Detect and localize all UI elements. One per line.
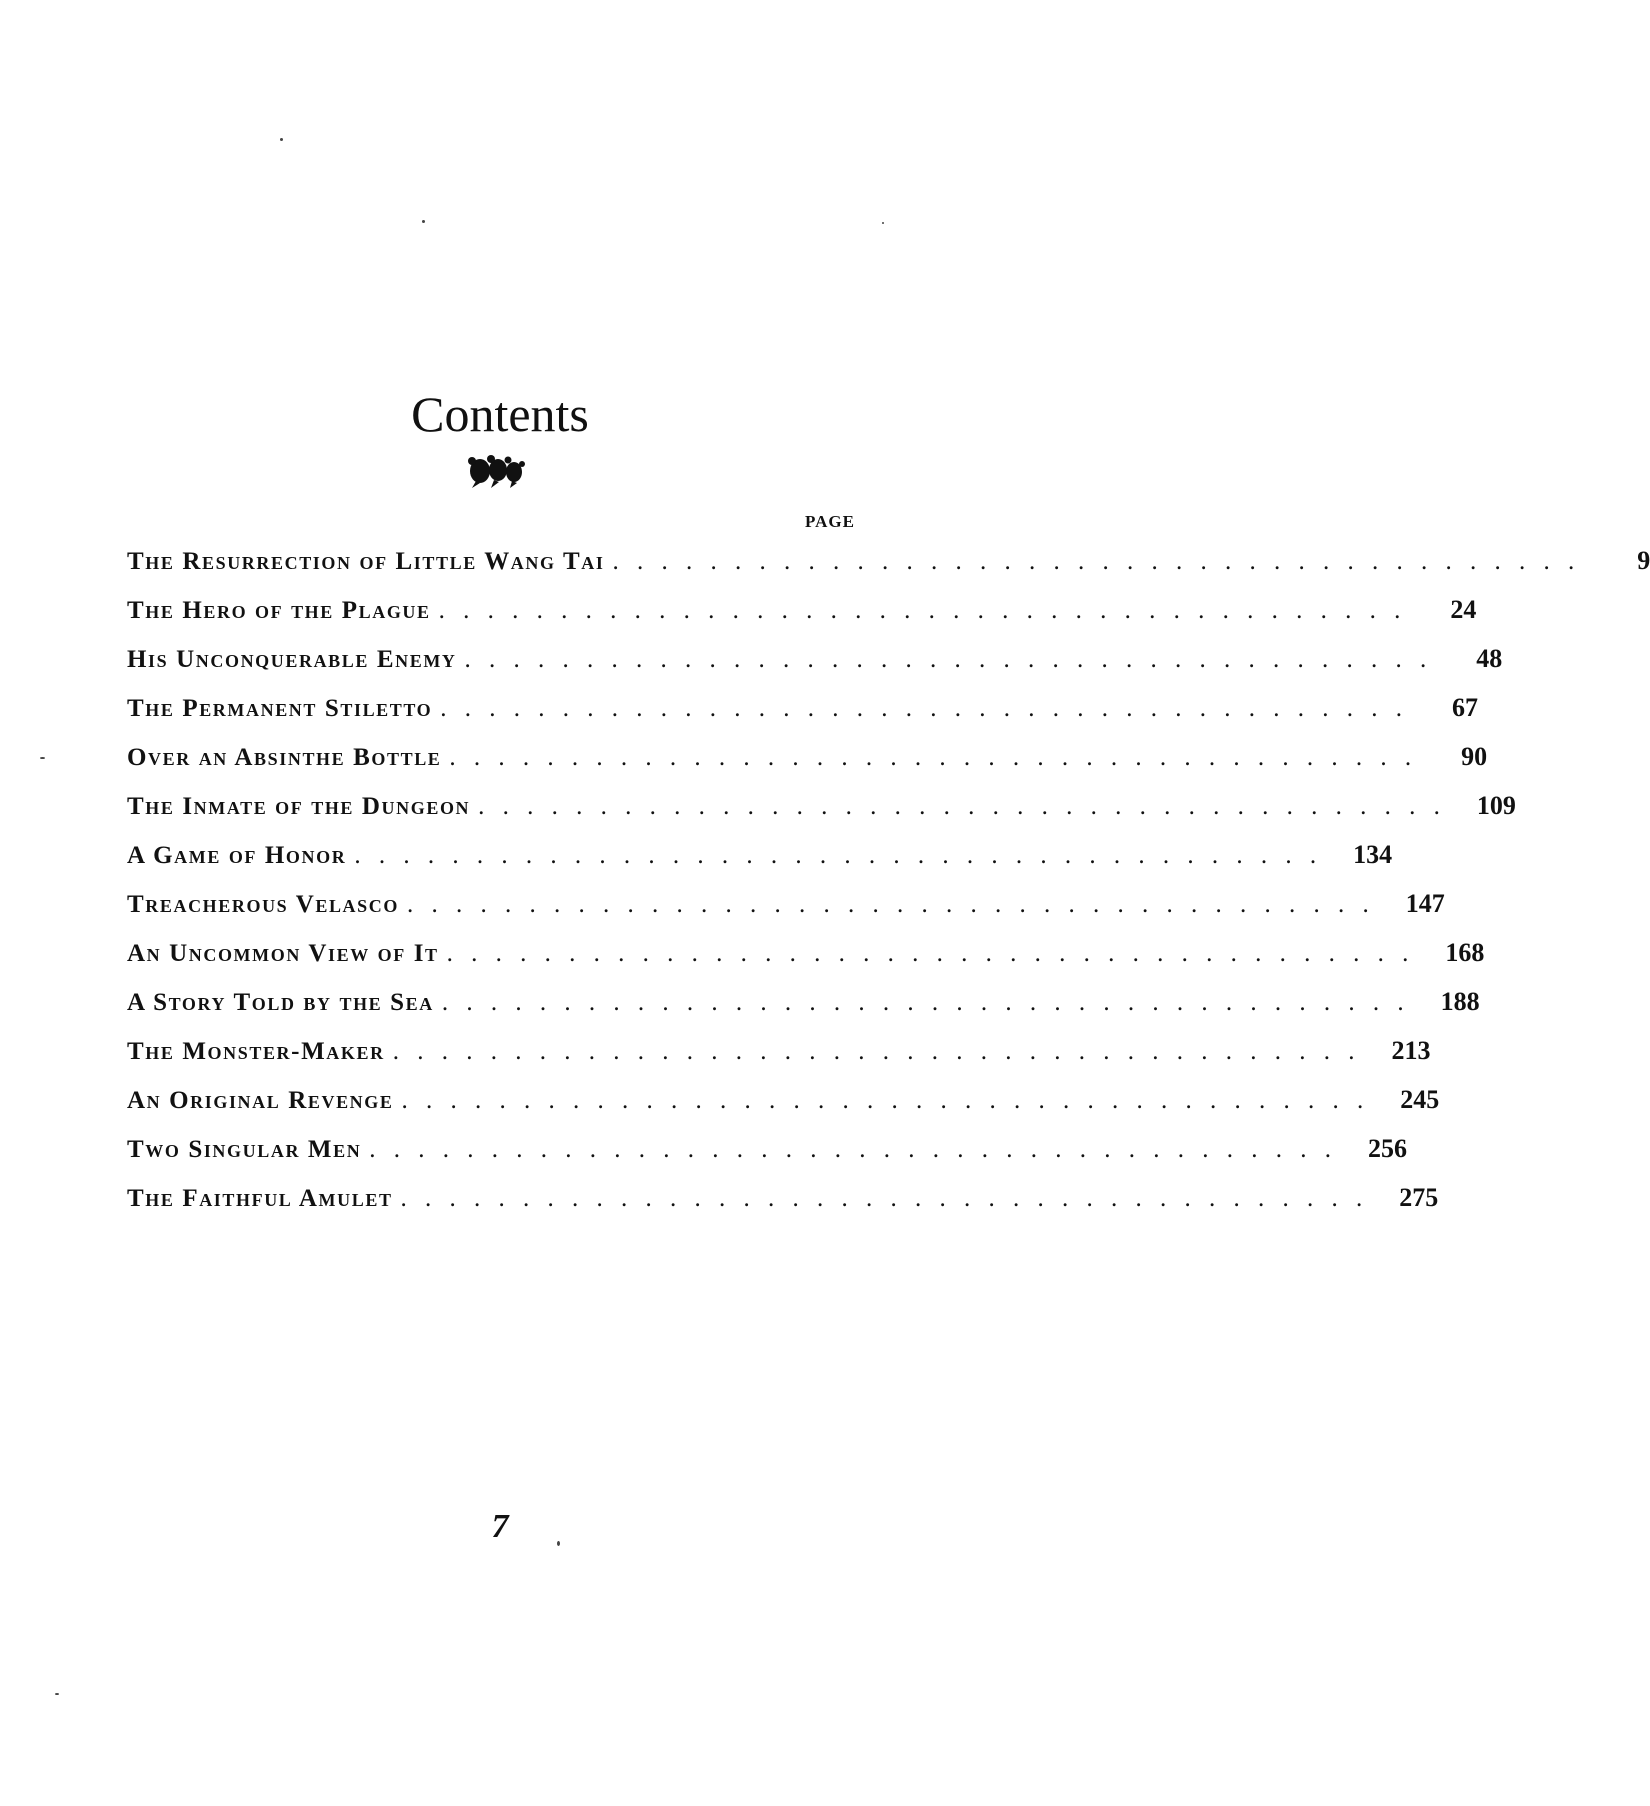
toc-entry (127, 1173, 1439, 1222)
toc-entry-page: 168 (1445, 938, 1485, 967)
dot-leader: . . . . . . . . . . . . . . . . . . . . . . . . . . . . . . . . . . . . . . . . (392, 1038, 1361, 1065)
toc-entry-title: The Permanent Stiletto (127, 695, 433, 722)
toc-entry-title: His Unconquerable Enemy (127, 646, 457, 673)
toc-entry-page: 245 (1400, 1085, 1440, 1114)
toc-entry (127, 879, 1445, 928)
toc-entry (127, 683, 1479, 732)
dot-leader: . . . . . . . . . . . . . . . . . . . . . . . . . . . . . . . . . . . . . . . . (354, 842, 1323, 869)
toc-entry-title: A Game of Honor (127, 842, 347, 869)
toc-entry (127, 830, 1393, 879)
toc-entry-title: Two Singular Men (127, 1136, 362, 1163)
toc-entry-title: A Story Told by the Sea (127, 989, 434, 1016)
page-column-header: PAGE (805, 512, 855, 531)
toc-entry-page: 9 (1637, 546, 1650, 575)
toc-entry (127, 536, 1650, 585)
toc-entry (127, 977, 1480, 1026)
toc-entry-page: 147 (1405, 889, 1445, 918)
dot-leader: . . . . . . . . . . . . . . . . . . . . . . . . . . . . . . . . . . . . . . . . (400, 1185, 1369, 1212)
toc-entry (127, 781, 1516, 830)
toc-entry-title: Over an Absinthe Bottle (127, 744, 442, 771)
toc-entry-title: Treacherous Velasco (127, 891, 399, 918)
toc-entry-page: 109 (1476, 791, 1516, 820)
dot-leader: . . . . . . . . . . . . . . . . . . . . . . . . . . . . . . . . . . . . . . . . (401, 1087, 1370, 1114)
toc-entry-title: An Uncommon View of It (127, 940, 439, 967)
dot-leader: . . . . . . . . . . . . . . . . . . . . . . . . . . . . . . . . . . . . . . . . (406, 891, 1375, 918)
paper-speck (55, 1693, 59, 1695)
toc-entry (127, 1124, 1408, 1173)
dot-leader: . . . . . . . . . . . . . . . . . . . . . . . . . . . . . . . . . . . . . . . . (441, 989, 1410, 1016)
toc-entry (127, 585, 1477, 634)
dot-leader: . . . . . . . . . . . . . . . . . . . . . . . . . . . . . . . . . . . . . . . . (440, 695, 1409, 722)
toc-entry (127, 1026, 1431, 1075)
floral-ornament-icon (464, 453, 528, 489)
table-of-contents (127, 536, 1650, 1222)
toc-entry (127, 732, 1488, 781)
dot-leader: . . . . . . . . . . . . . . . . . . . . . . . . . . . . . . . . . . . . . . . . (369, 1136, 1338, 1163)
dot-leader: . . . . . . . . . . . . . . . . . . . . . . . . . . . . . . . . . . . . . . . . (612, 548, 1581, 575)
paper-speck (422, 220, 425, 223)
toc-entry-page: 213 (1391, 1036, 1431, 1065)
toc-entry-page: 90 (1461, 742, 1488, 771)
toc-entry-title: The Hero of the Plague (127, 597, 431, 624)
page-number: 7 (491, 1508, 509, 1545)
paper-speck (882, 222, 884, 224)
paper-speck (280, 138, 283, 141)
toc-entry (127, 928, 1485, 977)
toc-entry-title: The Inmate of the Dungeon (127, 793, 471, 820)
toc-entry-page: 24 (1450, 595, 1477, 624)
toc-entry (127, 634, 1503, 683)
toc-entry-title: The Faithful Amulet (127, 1185, 393, 1212)
toc-entry-page: 275 (1399, 1183, 1439, 1212)
toc-entry-page: 48 (1476, 644, 1503, 673)
toc-entry (127, 1075, 1440, 1124)
dot-leader: . . . . . . . . . . . . . . . . . . . . . . . . . . . . . . . . . . . . . . . . (446, 940, 1415, 967)
dot-leader: . . . . . . . . . . . . . . . . . . . . . . . . . . . . . . . . . . . . . . . . (449, 744, 1418, 771)
toc-entry-page: 256 (1368, 1134, 1408, 1163)
toc-entry-title: The Monster-Maker (127, 1038, 385, 1065)
toc-entry-page: 67 (1452, 693, 1479, 722)
toc-entry-title: The Resurrection of Little Wang Tai (127, 548, 605, 575)
page-title: Contents (411, 385, 589, 442)
dot-leader: . . . . . . . . . . . . . . . . . . . . . . . . . . . . . . . . . . . . . . . . (438, 597, 1407, 624)
dot-leader: . . . . . . . . . . . . . . . . . . . . . . . . . . . . . . . . . . . . . . . . (478, 793, 1446, 820)
toc-entry-page: 188 (1440, 987, 1480, 1016)
paper-speck (40, 757, 45, 759)
dot-leader: . . . . . . . . . . . . . . . . . . . . . . . . . . . . . . . . . . . . . . . . (464, 646, 1433, 673)
toc-entry-title: An Original Revenge (127, 1087, 394, 1114)
toc-entry-page: 134 (1353, 840, 1393, 869)
